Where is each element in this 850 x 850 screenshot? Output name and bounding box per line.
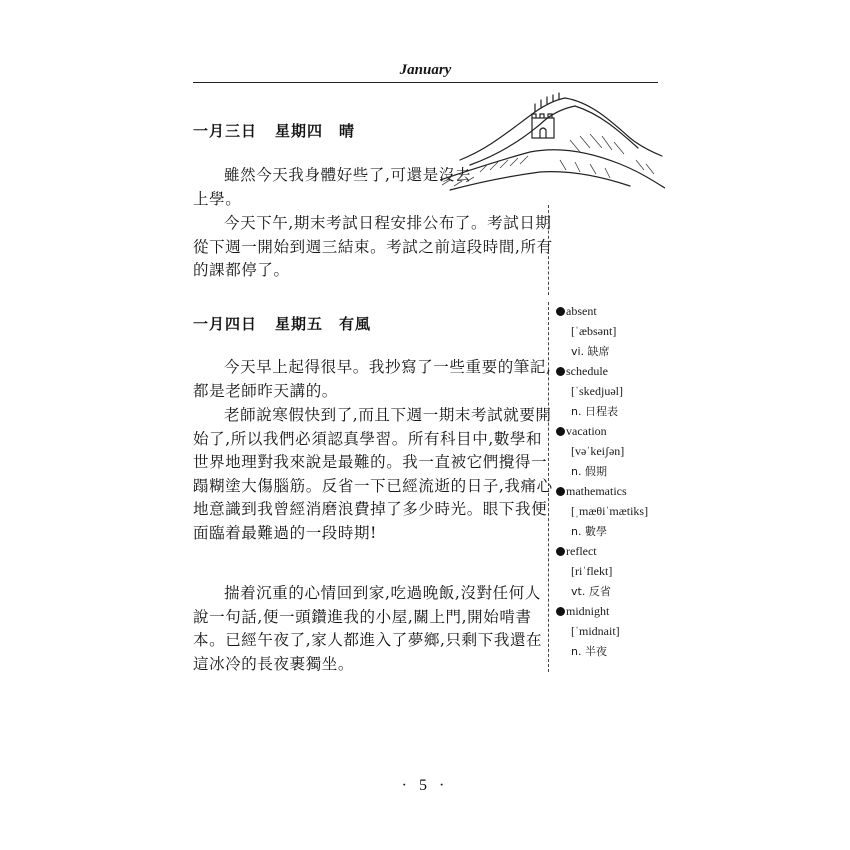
header-rule xyxy=(193,82,658,83)
diary-paragraph: 老師說寒假快到了,而且下週一期末考試就要開始了,所以我們必須認真學習。所有科目中,數學和世界地理對我來說是最難的。我一直被它們攪得一蹋糊塗大傷腦筋。反省一下已經流逝的日子,我痛心地意識到我曾經消磨浪費掉了多少時光。眼下我便面臨着最難過的一段時期! xyxy=(193,406,553,542)
margin-separator xyxy=(548,302,549,672)
vocab-phonetic: [vəˈkeiʃən] xyxy=(571,444,625,458)
vocab-definition: n. 假期 xyxy=(571,465,607,478)
vocab-definition: vi. 缺席 xyxy=(571,345,610,358)
bullet-number-icon xyxy=(556,367,565,376)
vocabulary-list xyxy=(556,302,706,662)
entry-weather: 晴 xyxy=(339,122,356,140)
vocab-item xyxy=(556,542,706,602)
vocab-phonetic: [riˈflekt] xyxy=(571,564,613,578)
diary-paragraph: 今天下午,期末考試日程安排公布了。考試日期從下週一開始到週三結束。考試之前這段時間,所有的課都停了。 xyxy=(193,214,553,279)
vocab-word: mathematics xyxy=(566,484,627,498)
bullet-number-icon xyxy=(556,487,565,496)
bullet-number-icon xyxy=(556,547,565,556)
vocab-phonetic: [ˈmidnait] xyxy=(571,624,620,638)
vocab-item xyxy=(556,482,706,542)
diary-paragraph: 揣着沉重的心情回到家,吃過晚飯,沒對任何人說一句話,便一頭鑽進我的小屋,關上門,開始啃書本。已經午夜了,家人都進入了夢鄉,只剩下我還在這冰冷的長夜裹獨坐。 xyxy=(193,584,543,673)
vocab-item xyxy=(556,302,706,362)
vocab-word: midnight xyxy=(566,604,610,618)
bullet-number-icon xyxy=(556,307,565,316)
entry-heading xyxy=(193,120,355,142)
entry-weather: 有風 xyxy=(339,315,372,333)
entry-weekday: 星期四 xyxy=(275,122,324,140)
entry-heading xyxy=(193,313,371,335)
vocab-word: vacation xyxy=(566,424,607,438)
entry-weekday: 星期五 xyxy=(275,315,324,333)
vocab-item xyxy=(556,602,706,662)
vocab-phonetic: [ˈskedjuəl] xyxy=(571,384,623,398)
bullet-number-icon xyxy=(556,607,565,616)
diary-paragraph: 今天早上起得很早。我抄寫了一些重要的筆記,都是老師昨天講的。 xyxy=(193,358,552,400)
vocab-item xyxy=(556,422,706,482)
vocab-definition: n. 數學 xyxy=(571,525,607,538)
margin-separator xyxy=(548,205,549,295)
vocab-definition: n. 半夜 xyxy=(571,645,607,658)
entry-date: 一月四日 xyxy=(193,315,258,333)
diary-paragraph: 雖然今天我身體好些了,可還是沒去上學。 xyxy=(193,166,472,208)
entry-date: 一月三日 xyxy=(193,122,258,140)
running-head: January xyxy=(399,62,452,78)
vocab-phonetic: [ˌmæθiˈmætiks] xyxy=(571,504,649,518)
vocab-definition: vt. 反省 xyxy=(571,585,611,598)
vocab-definition: n. 日程表 xyxy=(571,405,618,418)
vocab-word: schedule xyxy=(566,364,608,378)
vocab-word: reflect xyxy=(566,544,597,558)
page-number: · 5 · xyxy=(401,777,449,794)
vocab-phonetic: [ˈæbsənt] xyxy=(571,324,617,338)
bullet-number-icon xyxy=(556,427,565,436)
vocab-item xyxy=(556,362,706,422)
vocab-word: absent xyxy=(566,304,597,318)
